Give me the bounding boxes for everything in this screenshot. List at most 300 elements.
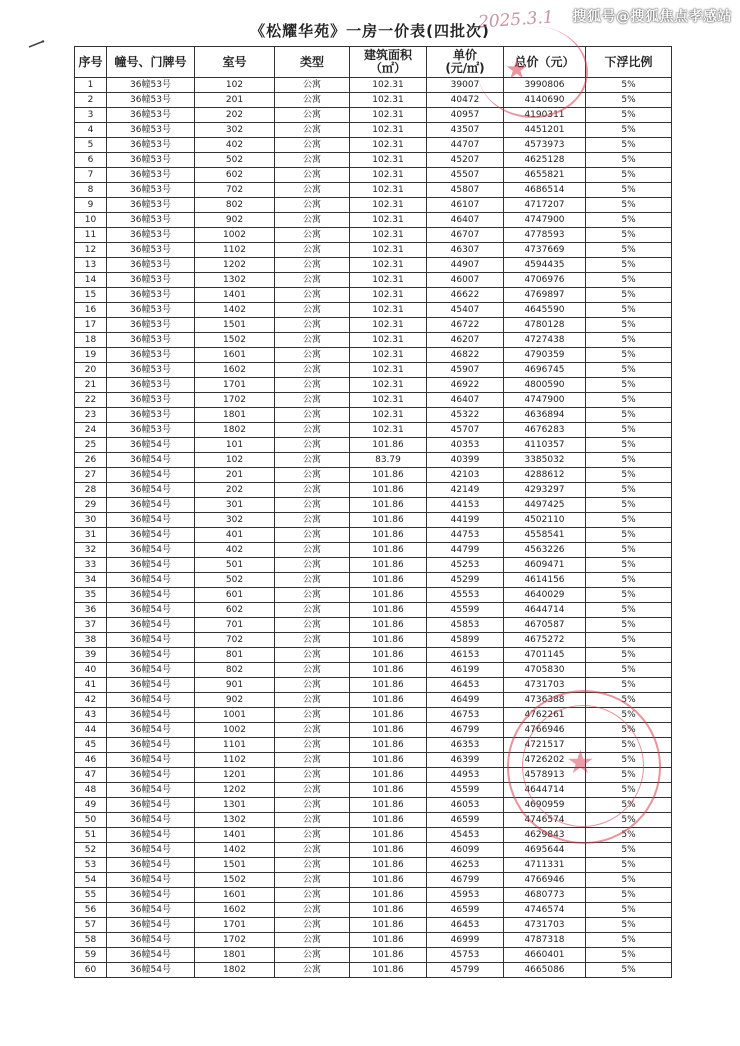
table-row (75, 183, 672, 198)
type-cell: 公寓 (275, 468, 350, 483)
row-number: 52 (75, 843, 107, 858)
total-price-cell: 4293297 (504, 483, 586, 498)
type-cell: 公寓 (275, 213, 350, 228)
unit-price-cell: 46407 (427, 393, 504, 408)
table-row (75, 903, 672, 918)
total-price-cell: 4625128 (504, 153, 586, 168)
unit-price-cell: 40353 (427, 438, 504, 453)
table-row (75, 213, 672, 228)
table-row (75, 573, 672, 588)
area-cell: 102.31 (350, 363, 427, 378)
discount-cell: 5% (586, 678, 672, 693)
table-row (75, 888, 672, 903)
room-cell: 1701 (195, 918, 275, 933)
row-number: 29 (75, 498, 107, 513)
area-cell: 101.86 (350, 828, 427, 843)
room-cell: 1102 (195, 243, 275, 258)
area-cell: 102.31 (350, 108, 427, 123)
area-cell: 101.86 (350, 633, 427, 648)
row-number: 5 (75, 138, 107, 153)
discount-cell: 5% (586, 543, 672, 558)
type-cell: 公寓 (275, 603, 350, 618)
type-cell: 公寓 (275, 813, 350, 828)
row-number: 37 (75, 618, 107, 633)
unit-price-cell: 45207 (427, 153, 504, 168)
room-cell: 402 (195, 543, 275, 558)
table-row (75, 243, 672, 258)
table-row (75, 948, 672, 963)
row-number: 44 (75, 723, 107, 738)
total-price-cell: 4644714 (504, 783, 586, 798)
building-cell: 36幢53号 (107, 153, 195, 168)
unit-price-cell: 45599 (427, 603, 504, 618)
type-cell: 公寓 (275, 318, 350, 333)
table-row (75, 138, 672, 153)
room-cell: 502 (195, 573, 275, 588)
row-number: 20 (75, 363, 107, 378)
area-cell: 101.86 (350, 858, 427, 873)
building-cell: 36幢54号 (107, 633, 195, 648)
area-cell: 101.86 (350, 903, 427, 918)
row-number: 4 (75, 123, 107, 138)
type-cell: 公寓 (275, 168, 350, 183)
unit-price-cell: 46207 (427, 333, 504, 348)
building-cell: 36幢53号 (107, 393, 195, 408)
type-cell: 公寓 (275, 198, 350, 213)
room-cell: 602 (195, 603, 275, 618)
total-price-cell: 4451201 (504, 123, 586, 138)
building-cell: 36幢54号 (107, 723, 195, 738)
discount-cell: 5% (586, 738, 672, 753)
building-cell: 36幢54号 (107, 693, 195, 708)
row-number: 17 (75, 318, 107, 333)
building-cell: 36幢54号 (107, 678, 195, 693)
header-type: 类型 (275, 47, 350, 78)
area-cell: 101.86 (350, 603, 427, 618)
row-number: 1 (75, 78, 107, 93)
table-row (75, 693, 672, 708)
table-row (75, 453, 672, 468)
discount-cell: 5% (586, 228, 672, 243)
type-cell: 公寓 (275, 858, 350, 873)
unit-price-cell: 46599 (427, 903, 504, 918)
table-row (75, 108, 672, 123)
room-cell: 1302 (195, 813, 275, 828)
total-price-cell: 4644714 (504, 603, 586, 618)
discount-cell: 5% (586, 168, 672, 183)
area-cell: 101.86 (350, 798, 427, 813)
building-cell: 36幢53号 (107, 408, 195, 423)
building-cell: 36幢54号 (107, 948, 195, 963)
area-cell: 101.86 (350, 498, 427, 513)
total-price-cell: 4769897 (504, 288, 586, 303)
row-number: 8 (75, 183, 107, 198)
type-cell: 公寓 (275, 663, 350, 678)
total-price-cell: 4573973 (504, 138, 586, 153)
row-number: 51 (75, 828, 107, 843)
total-price-cell: 4705830 (504, 663, 586, 678)
total-price-cell: 4629843 (504, 828, 586, 843)
table-row (75, 288, 672, 303)
unit-price-cell: 46599 (427, 813, 504, 828)
type-cell: 公寓 (275, 933, 350, 948)
row-number: 10 (75, 213, 107, 228)
row-number: 14 (75, 273, 107, 288)
total-price-cell: 4190311 (504, 108, 586, 123)
table-row (75, 543, 672, 558)
discount-cell: 5% (586, 243, 672, 258)
building-cell: 36幢53号 (107, 138, 195, 153)
discount-cell: 5% (586, 708, 672, 723)
table-row (75, 348, 672, 363)
building-cell: 36幢53号 (107, 303, 195, 318)
total-price-cell: 4695644 (504, 843, 586, 858)
discount-cell: 5% (586, 723, 672, 738)
type-cell: 公寓 (275, 498, 350, 513)
discount-cell: 5% (586, 753, 672, 768)
area-cell: 102.31 (350, 273, 427, 288)
room-cell: 202 (195, 108, 275, 123)
area-cell: 101.86 (350, 918, 427, 933)
discount-cell: 5% (586, 378, 672, 393)
type-cell: 公寓 (275, 108, 350, 123)
area-cell: 101.86 (350, 588, 427, 603)
total-price-cell: 3990806 (504, 78, 586, 93)
building-cell: 36幢53号 (107, 318, 195, 333)
row-number: 48 (75, 783, 107, 798)
table-row (75, 78, 672, 93)
type-cell: 公寓 (275, 573, 350, 588)
area-cell: 101.86 (350, 438, 427, 453)
discount-cell: 5% (586, 438, 672, 453)
table-row (75, 918, 672, 933)
table-row (75, 528, 672, 543)
unit-price-cell: 45899 (427, 633, 504, 648)
building-cell: 36幢54号 (107, 663, 195, 678)
discount-cell: 5% (586, 948, 672, 963)
room-cell: 302 (195, 123, 275, 138)
area-cell: 102.31 (350, 318, 427, 333)
discount-cell: 5% (586, 498, 672, 513)
row-number: 39 (75, 648, 107, 663)
unit-price-cell: 45507 (427, 168, 504, 183)
building-cell: 36幢54号 (107, 573, 195, 588)
type-cell: 公寓 (275, 903, 350, 918)
header-area (350, 47, 427, 78)
row-number: 47 (75, 768, 107, 783)
row-number: 33 (75, 558, 107, 573)
area-cell: 101.86 (350, 948, 427, 963)
table-row (75, 588, 672, 603)
area-cell: 101.86 (350, 648, 427, 663)
watermark: 搜狐号@搜狐焦点孝感站 (572, 9, 732, 25)
building-cell: 36幢53号 (107, 243, 195, 258)
type-cell: 公寓 (275, 483, 350, 498)
discount-cell: 5% (586, 138, 672, 153)
building-cell: 36幢54号 (107, 543, 195, 558)
unit-price-cell: 43507 (427, 123, 504, 138)
table-row (75, 378, 672, 393)
total-price-cell: 4645590 (504, 303, 586, 318)
building-cell: 36幢53号 (107, 168, 195, 183)
unit-price-cell: 45253 (427, 558, 504, 573)
discount-cell: 5% (586, 318, 672, 333)
type-cell: 公寓 (275, 948, 350, 963)
discount-cell: 5% (586, 633, 672, 648)
building-cell: 36幢54号 (107, 708, 195, 723)
discount-cell: 5% (586, 213, 672, 228)
row-number: 59 (75, 948, 107, 963)
area-cell: 102.31 (350, 243, 427, 258)
room-cell: 802 (195, 663, 275, 678)
row-number: 58 (75, 933, 107, 948)
building-cell: 36幢54号 (107, 813, 195, 828)
total-price-cell: 4746574 (504, 903, 586, 918)
room-cell: 102 (195, 78, 275, 93)
unit-price-cell: 46753 (427, 708, 504, 723)
discount-cell: 5% (586, 483, 672, 498)
room-cell: 1001 (195, 708, 275, 723)
discount-cell: 5% (586, 183, 672, 198)
table-row (75, 123, 672, 138)
area-cell: 101.86 (350, 768, 427, 783)
area-cell: 102.31 (350, 408, 427, 423)
room-cell: 901 (195, 678, 275, 693)
building-cell: 36幢54号 (107, 768, 195, 783)
unit-price-cell: 46722 (427, 318, 504, 333)
row-number: 25 (75, 438, 107, 453)
table-row (75, 438, 672, 453)
table-row (75, 408, 672, 423)
total-price-cell: 4800590 (504, 378, 586, 393)
type-cell: 公寓 (275, 423, 350, 438)
room-cell: 301 (195, 498, 275, 513)
building-cell: 36幢53号 (107, 93, 195, 108)
table-row (75, 828, 672, 843)
discount-cell: 5% (586, 198, 672, 213)
building-cell: 36幢53号 (107, 108, 195, 123)
row-number: 45 (75, 738, 107, 753)
total-price-cell: 3385032 (504, 453, 586, 468)
area-cell: 102.31 (350, 423, 427, 438)
total-price-cell: 4676283 (504, 423, 586, 438)
building-cell: 36幢54号 (107, 603, 195, 618)
room-cell: 902 (195, 213, 275, 228)
building-cell: 36幢53号 (107, 333, 195, 348)
unit-price-cell: 46053 (427, 798, 504, 813)
room-cell: 1701 (195, 378, 275, 393)
area-cell: 102.31 (350, 213, 427, 228)
row-number: 28 (75, 483, 107, 498)
discount-cell: 5% (586, 423, 672, 438)
building-cell: 36幢53号 (107, 183, 195, 198)
unit-price-cell: 46799 (427, 723, 504, 738)
discount-cell: 5% (586, 843, 672, 858)
room-cell: 1602 (195, 903, 275, 918)
unit-price-cell: 44753 (427, 528, 504, 543)
total-price-cell: 4594435 (504, 258, 586, 273)
unit-price-cell: 45453 (427, 828, 504, 843)
room-cell: 1802 (195, 423, 275, 438)
discount-cell: 5% (586, 258, 672, 273)
row-number: 53 (75, 858, 107, 873)
discount-cell: 5% (586, 288, 672, 303)
room-cell: 1402 (195, 843, 275, 858)
discount-cell: 5% (586, 333, 672, 348)
unit-price-cell: 46822 (427, 348, 504, 363)
area-cell: 101.86 (350, 873, 427, 888)
room-cell: 1402 (195, 303, 275, 318)
building-cell: 36幢54号 (107, 843, 195, 858)
room-cell: 1801 (195, 948, 275, 963)
building-cell: 36幢54号 (107, 558, 195, 573)
total-price-cell: 4717207 (504, 198, 586, 213)
building-cell: 36幢54号 (107, 438, 195, 453)
header-no: 序号 (75, 47, 107, 78)
building-cell: 36幢54号 (107, 963, 195, 978)
building-cell: 36幢53号 (107, 378, 195, 393)
header-unit-price-line1: 单价 (452, 48, 477, 62)
total-price-cell: 4614156 (504, 573, 586, 588)
area-cell: 102.31 (350, 378, 427, 393)
discount-cell: 5% (586, 78, 672, 93)
row-number: 43 (75, 708, 107, 723)
room-cell: 202 (195, 483, 275, 498)
row-number: 40 (75, 663, 107, 678)
building-cell: 36幢54号 (107, 498, 195, 513)
room-cell: 702 (195, 633, 275, 648)
row-number: 57 (75, 918, 107, 933)
building-cell: 36幢53号 (107, 363, 195, 378)
discount-cell: 5% (586, 933, 672, 948)
area-cell: 101.86 (350, 618, 427, 633)
total-price-cell: 4686514 (504, 183, 586, 198)
area-cell: 101.86 (350, 933, 427, 948)
row-number: 23 (75, 408, 107, 423)
type-cell: 公寓 (275, 783, 350, 798)
total-price-cell: 4721517 (504, 738, 586, 753)
building-cell: 36幢54号 (107, 858, 195, 873)
discount-cell: 5% (586, 528, 672, 543)
table-row (75, 423, 672, 438)
table-row (75, 273, 672, 288)
type-cell: 公寓 (275, 243, 350, 258)
area-cell: 101.86 (350, 723, 427, 738)
type-cell: 公寓 (275, 378, 350, 393)
area-cell: 101.86 (350, 693, 427, 708)
row-number: 34 (75, 573, 107, 588)
unit-price-cell: 45299 (427, 573, 504, 588)
room-cell: 502 (195, 153, 275, 168)
discount-cell: 5% (586, 783, 672, 798)
unit-price-cell: 45553 (427, 588, 504, 603)
table-row (75, 513, 672, 528)
area-cell: 83.79 (350, 453, 427, 468)
room-cell: 1502 (195, 333, 275, 348)
type-cell: 公寓 (275, 333, 350, 348)
header-discount: 下浮比例 (586, 47, 672, 78)
building-cell: 36幢54号 (107, 798, 195, 813)
area-cell: 102.31 (350, 258, 427, 273)
type-cell: 公寓 (275, 363, 350, 378)
room-cell: 1202 (195, 783, 275, 798)
building-cell: 36幢54号 (107, 828, 195, 843)
type-cell: 公寓 (275, 303, 350, 318)
discount-cell: 5% (586, 888, 672, 903)
room-cell: 602 (195, 168, 275, 183)
table-row (75, 603, 672, 618)
unit-price-cell: 46153 (427, 648, 504, 663)
unit-price-cell: 45807 (427, 183, 504, 198)
discount-cell: 5% (586, 663, 672, 678)
building-cell: 36幢54号 (107, 513, 195, 528)
discount-cell: 5% (586, 903, 672, 918)
total-price-cell: 4706976 (504, 273, 586, 288)
type-cell: 公寓 (275, 873, 350, 888)
area-cell: 102.31 (350, 333, 427, 348)
type-cell: 公寓 (275, 288, 350, 303)
room-cell: 102 (195, 453, 275, 468)
type-cell: 公寓 (275, 618, 350, 633)
table-row (75, 783, 672, 798)
table-row (75, 678, 672, 693)
discount-cell: 5% (586, 798, 672, 813)
unit-price-cell: 44707 (427, 138, 504, 153)
row-number: 19 (75, 348, 107, 363)
discount-cell: 5% (586, 768, 672, 783)
discount-cell: 5% (586, 408, 672, 423)
price-table (74, 46, 672, 978)
area-cell: 102.31 (350, 78, 427, 93)
building-cell: 36幢54号 (107, 783, 195, 798)
discount-cell: 5% (586, 303, 672, 318)
total-price-cell: 4665086 (504, 963, 586, 978)
total-price-cell: 4736388 (504, 693, 586, 708)
row-number: 12 (75, 243, 107, 258)
room-cell: 402 (195, 138, 275, 153)
row-number: 38 (75, 633, 107, 648)
building-cell: 36幢54号 (107, 648, 195, 663)
row-number: 21 (75, 378, 107, 393)
total-price-cell: 4670587 (504, 618, 586, 633)
unit-price-cell: 42103 (427, 468, 504, 483)
unit-price-cell: 46399 (427, 753, 504, 768)
building-cell: 36幢53号 (107, 258, 195, 273)
unit-price-cell: 46099 (427, 843, 504, 858)
unit-price-cell: 45753 (427, 948, 504, 963)
room-cell: 701 (195, 618, 275, 633)
unit-price-cell: 46199 (427, 663, 504, 678)
discount-cell: 5% (586, 588, 672, 603)
type-cell: 公寓 (275, 678, 350, 693)
row-number: 13 (75, 258, 107, 273)
discount-cell: 5% (586, 273, 672, 288)
total-price-cell: 4778593 (504, 228, 586, 243)
building-cell: 36幢53号 (107, 273, 195, 288)
room-cell: 702 (195, 183, 275, 198)
unit-price-cell: 46799 (427, 873, 504, 888)
area-cell: 101.86 (350, 513, 427, 528)
discount-cell: 5% (586, 513, 672, 528)
type-cell: 公寓 (275, 228, 350, 243)
area-cell: 102.31 (350, 168, 427, 183)
unit-price-cell: 45907 (427, 363, 504, 378)
header-unit-price (427, 47, 504, 78)
type-cell: 公寓 (275, 78, 350, 93)
total-price-cell: 4766946 (504, 723, 586, 738)
total-price-cell: 4711331 (504, 858, 586, 873)
total-price-cell: 4680773 (504, 888, 586, 903)
